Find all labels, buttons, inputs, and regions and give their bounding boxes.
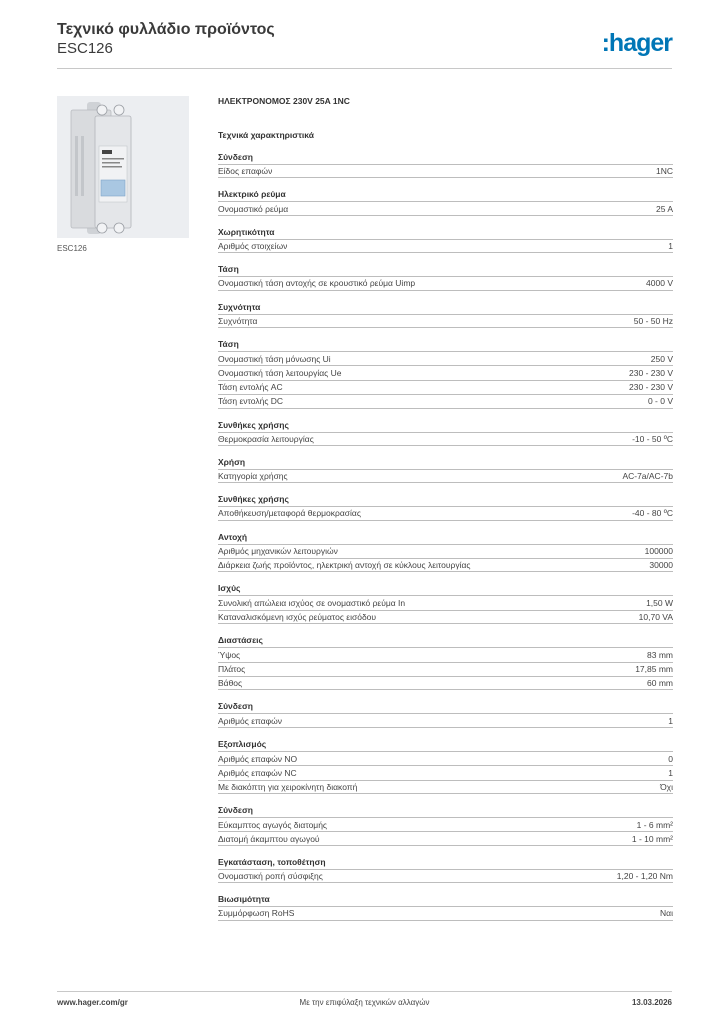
spec-label: Ονομαστική τάση λειτουργίας Ue bbox=[218, 368, 342, 379]
spec-row bbox=[218, 380, 673, 394]
spec-group-title: Αντοχή bbox=[218, 531, 248, 542]
spec-value: 25 A bbox=[655, 203, 673, 214]
spec-label: Αριθμός επαφών NO bbox=[218, 753, 298, 764]
spec-value: 1 bbox=[668, 240, 673, 251]
spec-group-title: Τάση bbox=[218, 264, 239, 275]
spec-value: -40 - 80 ºC bbox=[632, 508, 673, 519]
spec-row bbox=[218, 780, 673, 794]
spec-group-title: Συχνότητα bbox=[218, 301, 261, 312]
spec-row bbox=[218, 676, 673, 690]
spec-group bbox=[218, 803, 673, 846]
spec-label: Αριθμός επαφών bbox=[218, 715, 283, 726]
spec-label: Συνολική απώλεια ισχύος σε ονομαστικό ρεύμα In bbox=[218, 598, 406, 609]
spec-group bbox=[218, 455, 673, 483]
spec-label: Ονομαστική ροπή σύσφιξης bbox=[218, 870, 323, 881]
spec-row bbox=[218, 713, 673, 727]
footer-website[interactable]: www.hager.com/gr bbox=[57, 998, 128, 1007]
spec-label: Αριθμός επαφών NC bbox=[218, 767, 297, 778]
spec-value: 0 - 0 V bbox=[647, 396, 673, 407]
spec-row bbox=[218, 831, 673, 845]
spec-row bbox=[218, 276, 673, 290]
spec-group-title: Ηλεκτρικό ρεύμα bbox=[218, 189, 286, 200]
spec-value: 0 bbox=[668, 753, 673, 764]
spec-row bbox=[218, 506, 673, 520]
spec-row bbox=[218, 817, 673, 831]
spec-row bbox=[218, 469, 673, 483]
spec-label: Συμμόρφωση RoHS bbox=[218, 908, 295, 919]
spec-value: Όχι bbox=[660, 781, 673, 792]
document-title: Τεχνικό φυλλάδιο προϊόντος bbox=[57, 21, 275, 38]
spec-row bbox=[218, 765, 673, 779]
spec-group-title: Σύνδεση bbox=[218, 701, 253, 712]
spec-label: Είδος επαφών bbox=[218, 166, 273, 177]
spec-label: Αποθήκευση/μεταφορά θερμοκρασίας bbox=[218, 508, 361, 519]
spec-group-title: Βιωσιμότητα bbox=[218, 894, 270, 905]
spec-row bbox=[218, 432, 673, 446]
spec-row bbox=[218, 647, 673, 661]
spec-row bbox=[218, 351, 673, 365]
spec-value: AC-7a/AC-7b bbox=[622, 471, 673, 482]
spec-label: Καταναλισκόμενη ισχύς ρεύματος εισόδου bbox=[218, 612, 377, 623]
product-title: ΗΛΕΚΤΡΟΝΟΜΟΣ 230V 25A 1NC bbox=[218, 96, 350, 106]
spec-group-title: Συνθήκες χρήσης bbox=[218, 419, 289, 430]
spec-row bbox=[218, 662, 673, 676]
spec-row bbox=[218, 544, 673, 558]
spec-group-title: Εγκατάσταση, τοποθέτηση bbox=[218, 856, 326, 867]
spec-value: 1 bbox=[668, 715, 673, 726]
page-footer bbox=[57, 998, 672, 1010]
spec-group bbox=[218, 492, 673, 520]
spec-row bbox=[218, 239, 673, 253]
spec-label: Ονομαστική τάση μόνωσης Ui bbox=[218, 353, 331, 364]
spec-row bbox=[218, 314, 673, 328]
spec-label: Ύψος bbox=[218, 649, 241, 660]
spec-value: 17,85 mm bbox=[635, 664, 673, 675]
spec-value: 50 - 50 Hz bbox=[633, 315, 673, 326]
spec-value: 1NC bbox=[655, 166, 673, 177]
spec-group bbox=[218, 737, 673, 794]
spec-group bbox=[218, 530, 673, 573]
spec-group bbox=[218, 150, 673, 178]
specs-table bbox=[218, 150, 673, 930]
spec-group-title: Ισχύς bbox=[218, 583, 241, 594]
spec-value: -10 - 50 ºC bbox=[632, 433, 673, 444]
spec-label: Διάρκεια ζωής προϊόντος, ηλεκτρική αντοχή σε κύκλους λειτουργίας bbox=[218, 560, 471, 571]
specs-heading: Τεχνικά χαρακτηριστικά bbox=[218, 130, 314, 140]
spec-group bbox=[218, 855, 673, 883]
spec-group-title: Συνθήκες χρήσης bbox=[218, 494, 289, 505]
spec-group bbox=[218, 187, 673, 215]
page-header bbox=[57, 20, 672, 70]
footer-date: 13.03.2026 bbox=[631, 998, 672, 1007]
product-image bbox=[57, 96, 189, 238]
spec-label: Ονομαστική τάση αντοχής σε κρουστικό ρεύμα Uimp bbox=[218, 278, 416, 289]
spec-row bbox=[218, 201, 673, 215]
hager-logo: :hager bbox=[601, 29, 672, 57]
spec-row bbox=[218, 906, 673, 920]
spec-label: Ονομαστικό ρεύμα bbox=[218, 203, 289, 214]
spec-group bbox=[218, 581, 673, 624]
spec-value: 250 V bbox=[650, 353, 673, 364]
spec-row bbox=[218, 164, 673, 178]
footer-divider bbox=[57, 991, 672, 992]
footer-disclaimer: Με την επιφύλαξη τεχνικών αλλαγών bbox=[299, 998, 430, 1007]
spec-row bbox=[218, 610, 673, 624]
spec-value: 230 - 230 V bbox=[629, 382, 673, 393]
product-image-caption: ESC126 bbox=[57, 244, 87, 253]
spec-value: 1 - 10 mm² bbox=[631, 833, 673, 844]
spec-value: 1,20 - 1,20 Nm bbox=[616, 870, 673, 881]
spec-label: Αριθμός μηχανικών λειτουργιών bbox=[218, 546, 338, 557]
spec-label: Τάση εντολής AC bbox=[218, 382, 283, 393]
spec-group bbox=[218, 633, 673, 690]
spec-row bbox=[218, 394, 673, 408]
header-divider bbox=[57, 68, 672, 69]
spec-value: 30000 bbox=[649, 560, 673, 571]
spec-group bbox=[218, 337, 673, 409]
spec-label: Βάθος bbox=[218, 678, 243, 689]
spec-value: 1,50 W bbox=[646, 598, 673, 609]
spec-group-title: Σύνδεση bbox=[218, 152, 253, 162]
spec-row bbox=[218, 751, 673, 765]
contactor-illustration bbox=[57, 96, 189, 238]
spec-value: 83 mm bbox=[647, 649, 673, 660]
spec-row bbox=[218, 558, 673, 572]
spec-group-title: Διαστάσεις bbox=[218, 635, 263, 646]
spec-row bbox=[218, 595, 673, 609]
spec-label: Πλάτος bbox=[218, 664, 246, 675]
spec-group bbox=[218, 699, 673, 727]
spec-value: 230 - 230 V bbox=[629, 368, 673, 379]
spec-value: 1 - 6 mm² bbox=[636, 819, 673, 830]
spec-value: Ναι bbox=[660, 908, 673, 919]
spec-group bbox=[218, 225, 673, 253]
spec-label: Εύκαμπτος αγωγός διατομής bbox=[218, 819, 328, 830]
spec-group-title: Εξοπλισμός bbox=[218, 738, 267, 749]
spec-group-title: Χωρητικότητα bbox=[218, 226, 275, 237]
spec-value: 60 mm bbox=[647, 678, 673, 689]
spec-group bbox=[218, 300, 673, 328]
spec-group bbox=[218, 418, 673, 446]
spec-group-title: Σύνδεση bbox=[218, 804, 253, 815]
spec-value: 100000 bbox=[644, 546, 673, 557]
spec-group-title: Χρήση bbox=[218, 456, 246, 467]
product-code: ESC126 bbox=[57, 40, 113, 57]
spec-label: Συχνότητα bbox=[218, 315, 258, 326]
spec-label: Θερμοκρασία λειτουργίας bbox=[218, 433, 314, 444]
spec-value: 10,70 VA bbox=[638, 612, 673, 623]
spec-label: Τάση εντολής DC bbox=[218, 396, 284, 407]
spec-value: 1 bbox=[668, 767, 673, 778]
spec-label: Με διακόπτη για χειροκίνητη διακοπή bbox=[218, 781, 358, 792]
spec-value: 4000 V bbox=[646, 278, 673, 289]
spec-row bbox=[218, 365, 673, 379]
spec-label: Κατηγορία χρήσης bbox=[218, 471, 288, 482]
spec-label: Αριθμός στοιχείων bbox=[218, 240, 288, 251]
spec-label: Διατομή άκαμπτου αγωγού bbox=[218, 833, 320, 844]
spec-group bbox=[218, 892, 673, 920]
spec-group bbox=[218, 262, 673, 290]
spec-row bbox=[218, 869, 673, 883]
spec-group-title: Τάση bbox=[218, 338, 239, 349]
